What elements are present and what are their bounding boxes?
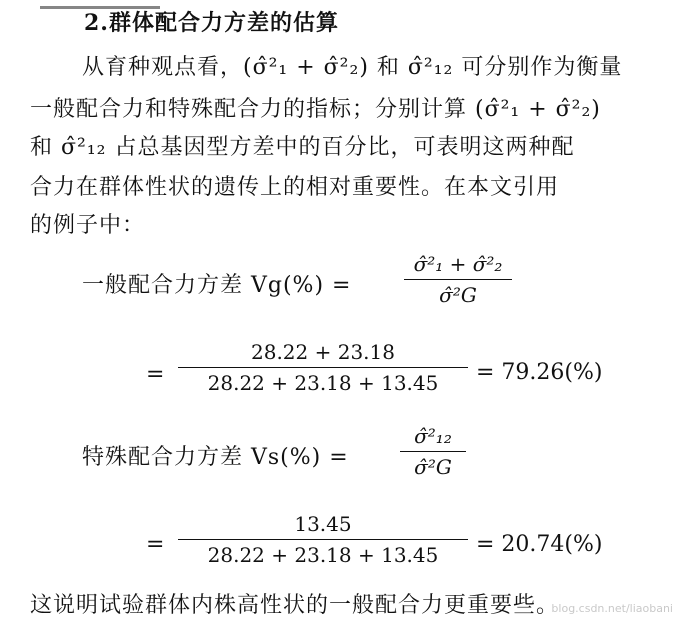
section-heading: 2.群体配合力方差的估算 xyxy=(84,10,339,36)
specific-value-denominator: 28.22 + 23.18 + 13.45 xyxy=(207,543,439,567)
general-symbol-fraction xyxy=(404,252,512,307)
equals-sign: = xyxy=(146,532,165,557)
fraction-bar xyxy=(178,539,468,540)
general-symbol-numerator: σ̂²₁ + σ̂²₂ xyxy=(413,252,503,276)
equals-sign: = xyxy=(146,362,165,387)
general-value-fraction xyxy=(178,340,468,395)
specific-symbol-denominator: σ̂²G xyxy=(414,455,452,479)
paragraph-line-4: 合力在群体性状的遗传上的相对重要性。在本文引用 xyxy=(30,175,560,200)
fraction-bar xyxy=(404,279,512,280)
specific-value-numerator: 13.45 xyxy=(294,512,352,536)
paragraph-line-1: 从育种观点看，(σ̂²₁ + σ̂²₂) 和 σ̂²₁₂ 可分别作为衡量 xyxy=(82,55,623,80)
specific-value-fraction xyxy=(178,512,468,567)
specific-variance-label: 特殊配合力方差 Vs(%) = xyxy=(82,445,349,470)
general-symbol-denominator: σ̂²G xyxy=(439,283,477,307)
paragraph-line-2: 一般配合力和特殊配合力的指标；分别计算 (σ̂²₁ + σ̂²₂) xyxy=(30,97,601,122)
general-variance-label: 一般配合力方差 Vg(%) = xyxy=(82,273,352,298)
paragraph-line-5: 的例子中： xyxy=(30,213,146,238)
general-value-denominator: 28.22 + 23.18 + 13.45 xyxy=(207,371,439,395)
general-result: = 79.26(%) xyxy=(476,360,603,385)
specific-symbol-numerator: σ̂²₁₂ xyxy=(414,424,452,448)
specific-symbol-fraction xyxy=(400,424,466,479)
watermark-text: blog.csdn.net/liaobani xyxy=(551,602,673,615)
specific-result: = 20.74(%) xyxy=(476,532,603,557)
fraction-bar xyxy=(178,367,468,368)
paragraph-line-3: 和 σ̂²₁₂ 占总基因型方差中的百分比，可表明这两种配 xyxy=(30,135,575,160)
conclusion-text: 这说明试验群体内株高性状的一般配合力更重要些。 xyxy=(30,593,560,618)
fraction-bar xyxy=(400,451,466,452)
general-value-numerator: 28.22 + 23.18 xyxy=(251,340,395,364)
